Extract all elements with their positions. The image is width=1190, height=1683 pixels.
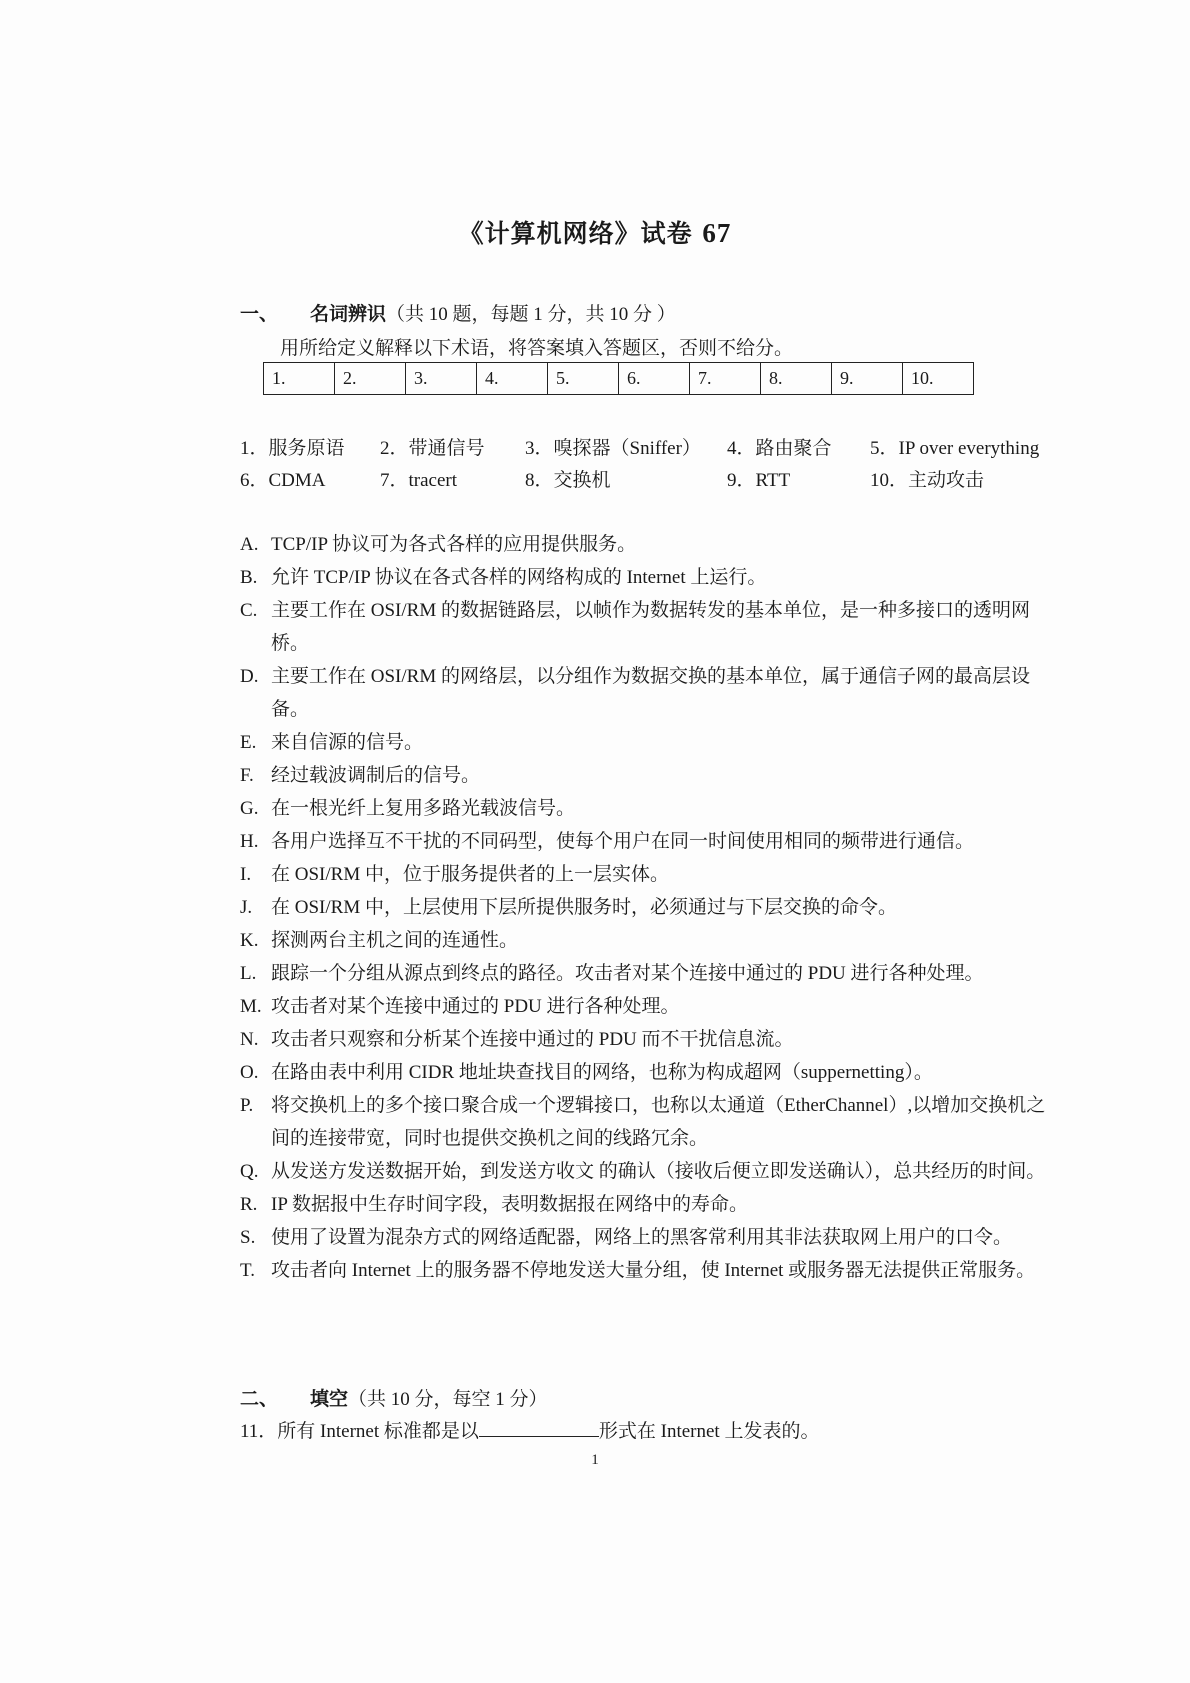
definition-letter: B.	[240, 567, 258, 588]
definition-text: IP 数据报中生存时间字段，表明数据报在网络中的寿命。	[271, 1194, 748, 1215]
definition-text: 在路由表中利用 CIDR 地址块查找目的网络，也称为构成超网（suppernetting）。	[271, 1062, 933, 1083]
definition-item	[240, 1155, 1052, 1188]
definition-item	[240, 594, 1052, 660]
answer-cell[interactable]: 8.	[761, 363, 832, 395]
definition-letter: A.	[240, 534, 259, 555]
definition-text: 在 OSI/RM 中，位于服务提供者的上一层实体。	[271, 864, 669, 885]
definition-text: 使用了设置为混杂方式的网络适配器，网络上的黑客常利用其非法获取网上用户的口令。	[271, 1227, 1013, 1248]
answer-cell[interactable]: 2.	[335, 363, 406, 395]
definition-letter: G.	[240, 798, 259, 819]
question-11-before: 11．所有 Internet 标准都是以	[240, 1421, 479, 1442]
definition-item	[240, 1188, 1052, 1221]
definition-text: 攻击者只观察和分析某个连接中通过的 PDU 而不干扰信息流。	[271, 1029, 794, 1050]
definition-item	[240, 561, 1052, 594]
answer-cell[interactable]: 9.	[832, 363, 903, 395]
definition-letter: K.	[240, 930, 259, 951]
definition-item	[240, 1056, 1052, 1089]
definition-text: 攻击者对某个连接中通过的 PDU 进行各种处理。	[271, 996, 680, 1017]
answer-cell[interactable]: 1.	[264, 363, 335, 395]
section2-name: 填空	[310, 1388, 349, 1410]
definition-item	[240, 660, 1052, 726]
term: 7．tracert	[380, 470, 458, 491]
term: 4．路由聚合	[727, 438, 832, 459]
definition-item	[240, 759, 1052, 792]
answer-cell[interactable]: 10.	[903, 363, 974, 395]
term: 3．嗅探器（Sniffer）	[525, 438, 701, 459]
definition-letter: Q.	[240, 1161, 259, 1182]
definition-text: 攻击者向 Internet 上的服务器不停地发送大量分组，使 Internet 或服务器无法提供正常服务。	[271, 1260, 1036, 1281]
section1-heading	[240, 299, 676, 326]
definition-letter: D.	[240, 666, 259, 687]
term: 8．交换机	[525, 470, 611, 491]
definition-text: 在 OSI/RM 中，上层使用下层所提供服务时，必须通过与下层交换的命令。	[271, 897, 897, 918]
definition-letter: T.	[240, 1260, 255, 1281]
term: 2．带通信号	[380, 438, 485, 459]
definition-text: 主要工作在 OSI/RM 的网络层，以分组作为数据交换的基本单位，属于通信子网的最高层设备。	[271, 666, 1030, 720]
section1-note: （共 10 题，每题 1 分，共 10 分 ）	[386, 304, 676, 325]
definition-item	[240, 1221, 1052, 1254]
definition-letter: L.	[240, 963, 257, 984]
answer-table	[263, 362, 974, 395]
section2-note: （共 10 分，每空 1 分）	[348, 1389, 548, 1410]
definition-item	[240, 792, 1052, 825]
definition-item	[240, 990, 1052, 1023]
term: 1．服务原语	[240, 438, 345, 459]
definition-letter: N.	[240, 1029, 259, 1050]
page-title	[0, 214, 1190, 250]
section1-number: 一、	[240, 303, 279, 325]
definition-text: TCP/IP 协议可为各式各样的应用提供服务。	[271, 534, 637, 555]
definition-item	[240, 825, 1052, 858]
definition-text: 从发送方发送数据开始，到发送方收文 的确认（接收后便立即发送确认），总共经历的时间。	[271, 1161, 1046, 1182]
definition-letter: M.	[240, 996, 262, 1017]
section1-instruction: 用所给定义解释以下术语，将答案填入答题区，否则不给分。	[280, 338, 794, 359]
answer-cell[interactable]: 4.	[477, 363, 548, 395]
definition-text: 各用户选择互不干扰的不同码型，使每个用户在同一时间使用相同的频带进行通信。	[271, 831, 975, 852]
answer-blank[interactable]	[479, 1418, 599, 1437]
definition-letter: E.	[240, 732, 257, 753]
question-11	[240, 1416, 819, 1443]
definition-letter: I.	[240, 864, 252, 885]
definition-item	[240, 1254, 1052, 1287]
definition-text: 跟踪一个分组从源点到终点的路径。攻击者对某个连接中通过的 PDU 进行各种处理。	[271, 963, 984, 984]
definition-item	[240, 924, 1052, 957]
definition-text: 经过载波调制后的信号。	[271, 765, 481, 786]
definition-text: 允许 TCP/IP 协议在各式各样的网络构成的 Internet 上运行。	[271, 567, 767, 588]
definition-item	[240, 1023, 1052, 1056]
definition-item	[240, 957, 1052, 990]
definition-text: 来自信源的信号。	[271, 732, 424, 753]
definition-text: 探测两台主机之间的连通性。	[271, 930, 519, 951]
definition-letter: J.	[240, 897, 253, 918]
answer-cell[interactable]: 3.	[406, 363, 477, 395]
definition-list	[240, 528, 1052, 1287]
definition-item	[240, 726, 1052, 759]
answer-cell[interactable]: 6.	[619, 363, 690, 395]
section2-heading	[240, 1384, 548, 1411]
definition-text: 主要工作在 OSI/RM 的数据链路层，以帧作为数据转发的基本单位，是一种多接口的透明网桥。	[271, 600, 1030, 654]
definition-letter: C.	[240, 600, 258, 621]
page-number: 1	[591, 1452, 599, 1468]
section2-number: 二、	[240, 1388, 279, 1410]
question-11-after: 形式在 Internet 上发表的。	[598, 1421, 820, 1442]
definition-letter: S.	[240, 1227, 256, 1248]
definition-letter: F.	[240, 765, 254, 786]
definition-item	[240, 891, 1052, 924]
term: 10．主动攻击	[870, 470, 985, 491]
definition-item	[240, 1089, 1052, 1155]
definition-letter: O.	[240, 1062, 259, 1083]
section1-name: 名词辨识	[310, 303, 387, 325]
term: 9．RTT	[727, 470, 791, 491]
definition-item	[240, 858, 1052, 891]
definition-item	[240, 528, 1052, 561]
definition-letter: P.	[240, 1095, 254, 1116]
definition-text: 在一根光纤上复用多路光载波信号。	[271, 798, 576, 819]
title-number: 67	[702, 218, 732, 248]
answer-cell[interactable]: 7.	[690, 363, 761, 395]
answer-cell[interactable]: 5.	[548, 363, 619, 395]
term: 5．IP over everything	[870, 438, 1040, 459]
title-text: 《计算机网络》试卷	[458, 219, 693, 248]
definition-letter: R.	[240, 1194, 258, 1215]
definition-text: 将交换机上的多个接口聚合成一个逻辑接口，也称以太通道（EtherChannel）,以增加交换机之间的连接带宽，同时也提供交换机之间的线路冗余。	[271, 1095, 1046, 1149]
term: 6．CDMA	[240, 470, 326, 491]
definition-letter: H.	[240, 831, 259, 852]
